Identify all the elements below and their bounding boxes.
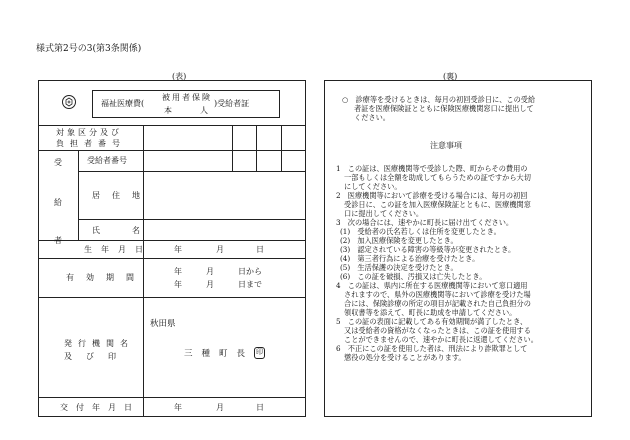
birth-month: 月: [216, 245, 224, 254]
issue-year: 年: [174, 403, 182, 412]
label-address: 居住地: [92, 191, 152, 200]
issuer-prefecture: 秋田県: [150, 319, 176, 329]
note-line: (2) 加入医療保険を変更したとき。: [340, 236, 458, 245]
note-line: されますので、県外の医療機関等において診療を受けた場: [344, 290, 531, 299]
valid-from-month: 月: [206, 267, 214, 276]
card-title-lower-left: 本: [164, 106, 172, 115]
intro-line: ○ 診療等を受けるときは、毎月の初回受診日に、この受給: [342, 95, 536, 104]
birth-day: 日: [256, 245, 264, 254]
note-line: 受診日に、この証を加入医療保険証とともに、医療機関窓: [344, 200, 531, 209]
note-line: 口に提出してください。: [344, 209, 424, 218]
valid-from-year: 年: [174, 267, 182, 276]
card-title-prefix: 福祉医療費(: [101, 99, 145, 108]
card-title-upper: 被用者保険: [162, 93, 212, 102]
issue-month: 月: [216, 403, 224, 412]
form-title: 様式第2号の3(第3条関係): [36, 44, 142, 54]
valid-from-day: 日から: [238, 267, 262, 276]
note-line: 又は受給者の資格がなくなったときは、この証を使用する: [344, 326, 531, 335]
note-line: 合には、保険診療の所定の項目が記載された自己負担分の: [344, 299, 531, 308]
issuer-town-mayor: 三種町長: [184, 349, 255, 359]
note-line: 6 不正にこの証を使用した者は、刑法により詐欺罪として: [336, 344, 528, 353]
note-line: にしてください。: [344, 182, 402, 191]
label-issuer: 発行機関名: [64, 339, 134, 348]
note-line: 4 この証は、県内に所在する医療機関等において窓口適用: [336, 281, 528, 290]
notes-title: 注意事項: [430, 141, 462, 150]
back-intro: [342, 95, 535, 122]
label-validity-period: 有効期間: [66, 273, 146, 282]
recipient-group-3: 者: [54, 236, 62, 245]
recipient-group-2: 給: [54, 198, 62, 207]
note-line: 2 医療機関等において診療を受ける場合には、毎月の初回: [336, 191, 528, 200]
valid-to-day: 日まで: [238, 280, 262, 289]
note-line: 5 この証の表面に記載してある有効期間が満了したとき、: [336, 317, 528, 326]
note-line: ことができませんので、速やかに町長に返還してください。: [344, 335, 538, 344]
note-line: 3 次の場合には、速やかに町長に届け出てください。: [336, 218, 514, 227]
birth-year: 年: [174, 245, 182, 254]
official-seal: 印: [254, 347, 265, 359]
label-target-category: 対象区分及び: [56, 128, 122, 137]
note-line: (3) 認定されている障害の等級等が変更されたとき。: [340, 245, 516, 254]
card-title-lower-right: 人: [200, 106, 208, 115]
note-line: 1 この証は、医療機関等で受診した際、町からその費用の: [336, 164, 528, 173]
intro-line: ください。: [354, 113, 390, 122]
label-name: 氏名: [92, 226, 172, 235]
note-line: 一部もしくは全額を助成してもらうための証ですから大切: [344, 173, 531, 182]
note-line: 領収書等を添えて、町長に助成を申請してください。: [344, 308, 517, 317]
recipient-group-1: 受: [54, 158, 62, 167]
intro-line: 者証を医療保険証とともに保険医療機関窓口に提出して: [354, 104, 534, 113]
card-title-suffix: )受給者証: [214, 99, 250, 108]
label-birth-date: 生年月日: [84, 245, 152, 254]
notes-list: [336, 164, 538, 362]
issue-day: 日: [256, 403, 264, 412]
label-recipient-number: 受給者番号: [87, 156, 127, 165]
label-payer-number: 負担者番号: [56, 139, 126, 148]
note-line: (4) 第三者行為による治療を受けたとき。: [340, 254, 480, 263]
front-side-label: (表): [172, 72, 187, 81]
note-line: (1) 受給者の氏名若しくは住所を変更したとき。: [340, 227, 501, 236]
back-side-label: (裏): [443, 72, 458, 81]
town-emblem-icon: [62, 95, 76, 109]
label-issuer-seal: 及び印: [64, 352, 130, 361]
label-issue-date: 交付年月日: [60, 403, 140, 412]
valid-to-month: 月: [206, 280, 214, 289]
valid-to-year: 年: [174, 280, 182, 289]
note-line: 懲役の処分を受けることがあります。: [344, 353, 466, 362]
note-line: (6) この証を破損、汚損又は亡失したとき。: [340, 272, 487, 281]
note-line: (5) 生活保護の決定を受けたとき。: [340, 263, 458, 272]
